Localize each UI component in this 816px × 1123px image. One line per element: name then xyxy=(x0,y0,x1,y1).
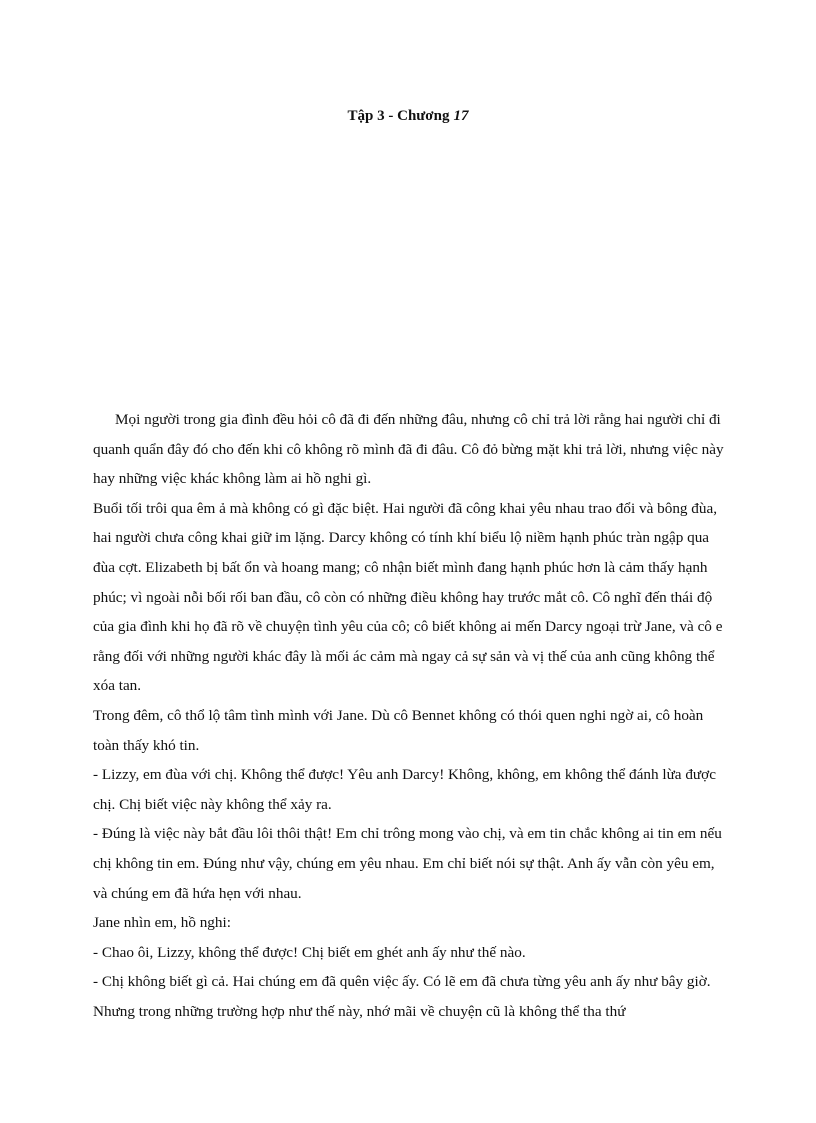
dialogue-line: - Chao ôi, Lizzy, không thể được! Chị biết em ghét anh ấy như thế nào. xyxy=(93,943,526,961)
dialogue-line: - Chị không biết gì cả. Hai chúng em đã quên việc ấy. Có lẽ em đã chưa từng yêu anh ấy như bây giờ. Nhưng trong những trường hợp như thế này, nhớ mãi về chuyện cũ là không thể tha thứ xyxy=(93,973,711,1020)
paragraph: Buổi tối trôi qua êm ả mà không có gì đặc biệt. Hai người đã công khai yêu nhau trao đổi và bông đùa, hai người chưa công khai giữ im lặng. Darcy không có tính khí biểu lộ niềm hạnh phúc tràn ngập qua đùa cợt. Elizabeth bị bất ổn và hoang mang; cô nhận biết mình đang hạnh phúc hơn là cảm thấy hạnh phúc; vì ngoài nỗi bối rối ban đầu, cô còn có những điều không hay trước mắt cô. Cô nghĩ đến thái độ của gia đình khi họ đã rõ về chuyện tình yêu của cô; cô biết không ai mến Darcy ngoại trừ Jane, và cô e rằng đối với những người khác đây là mối ác cảm mà ngay cả sự sản và vị thế của anh cũng không thể xóa tan. xyxy=(93,499,723,695)
paragraph: Jane nhìn em, hồ nghi: xyxy=(93,914,231,932)
chapter-title xyxy=(0,106,816,126)
body-text xyxy=(93,405,725,1026)
paragraph: Trong đêm, cô thổ lộ tâm tình mình với Jane. Dù cô Bennet không có thói quen nghi ngờ ai, cô hoàn toàn thấy khó tin. xyxy=(93,706,704,754)
chapter-number: 17 xyxy=(453,108,469,124)
dialogue-line: - Đúng là việc này bắt đầu lôi thôi thật! Em chỉ trông mong vào chị, và em tin chắc không ai tin em nếu chị không tin em. Đúng như vậy, chúng em yêu nhau. Em chỉ biết nói sự thật. Anh ấy vẫn còn yêu em, và chúng em đã hứa hẹn với nhau. xyxy=(93,825,722,902)
dialogue-line: - Lizzy, em đùa với chị. Không thể được! Yêu anh Darcy! Không, không, em không thể đánh lừa được chị. Chị biết việc này không thể xảy ra. xyxy=(93,766,716,813)
chapter-label: Tập 3 - Chương xyxy=(347,108,450,124)
paragraph: Mọi người trong gia đình đều hỏi cô đã đi đến những đâu, nhưng cô chỉ trả lời rằng hai người chỉ đi quanh quẩn đây đó cho đến khi cô không rõ mình đã đi đâu. Cô đỏ bừng mặt khi trả lời, nhưng việc này hay những việc khác không làm ai hồ nghi gì. xyxy=(93,411,724,488)
